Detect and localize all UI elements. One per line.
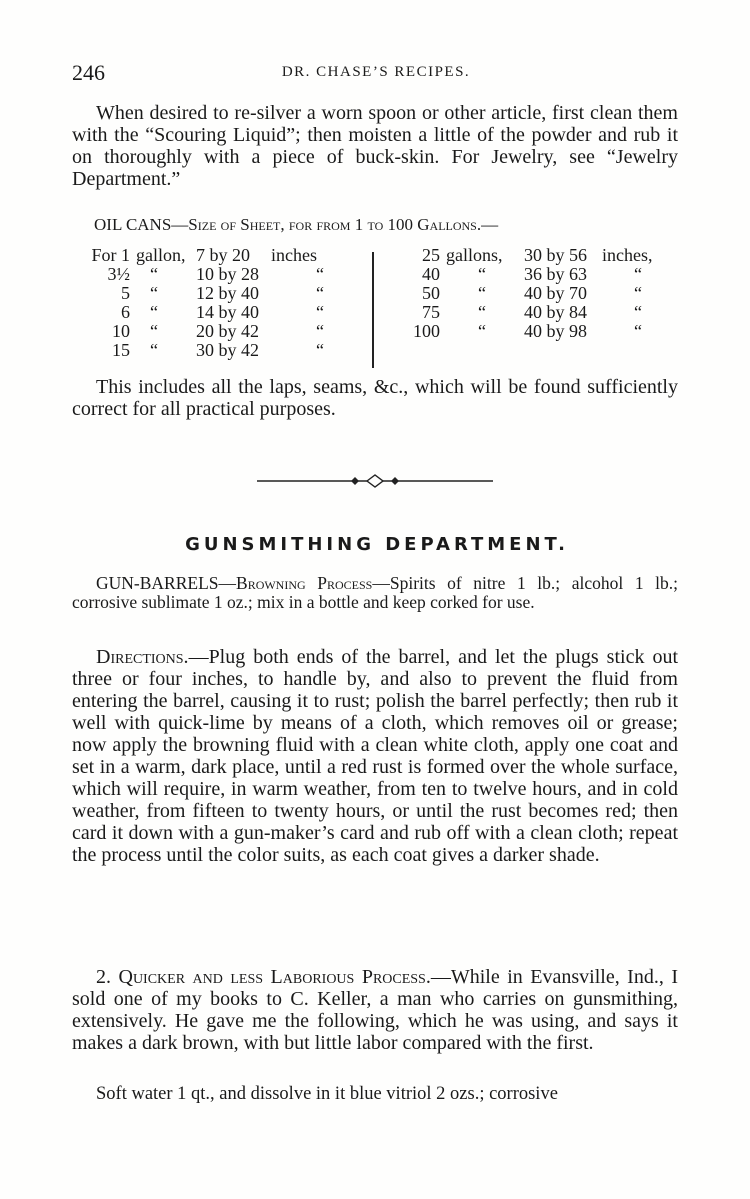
oil-cans-quantity: 10 <box>112 321 130 341</box>
oil-cans-quantity: 100 <box>413 321 440 341</box>
oil-cans-heading-rest: Size of Sheet, for from 1 to 100 Gallons.— <box>188 215 499 234</box>
oil-cans-quantity: 40 <box>422 264 440 284</box>
directions-paragraph <box>72 646 678 866</box>
gun-barrels-paragraph <box>72 574 678 612</box>
directions-text: —Plug both ends of the barrel, and let the plugs stick out three or four inches, to handle by, and also to prevent the fluid from entering the barrel, causing it to rust; polish the barrel perfectly; then rub it well with quick-lime by means of a cloth, which removes oil or grease; now apply the browning fluid with a clean white cloth, apply one coat and set in a warm, dark place, until a red rust is formed over the whole surface, which will require, in warm weather, from ten to twelve hours, and in cold weather, from fifteen to twenty hours, or until the rust becomes red; then card it down with a gun-maker’s card and rub off with a clean cloth; repeat the process until the color suits, as each coat gives a darker shade. <box>72 646 678 866</box>
oil-cans-suffix: “ <box>634 302 642 322</box>
directions-lead: Directions. <box>96 646 189 668</box>
oil-cans-suffix: “ <box>634 283 642 303</box>
oil-cans-unit: “ <box>150 321 158 341</box>
oil-cans-unit: gallon, <box>136 245 186 265</box>
oil-cans-size: 14 by 40 <box>196 302 259 322</box>
gun-barrels-text: —Spirits of nitre 1 lb.; alcohol 1 lb.; corrosive sublimate 1 oz.; mix in a bottle and keep corked for use. <box>72 573 679 612</box>
soft-water-paragraph: Soft water 1 qt., and dissolve in it blue vitriol 2 ozs.; corrosive <box>96 1084 558 1104</box>
oil-cans-unit: “ <box>150 302 158 322</box>
oil-cans-size: 12 by 40 <box>196 283 259 303</box>
section-heading: GUNSMITHING DEPARTMENT. <box>185 534 569 555</box>
oil-cans-size: 30 by 42 <box>196 340 259 360</box>
oil-cans-suffix: “ <box>316 283 324 303</box>
oil-cans-row <box>72 284 367 303</box>
oil-cans-size: 10 by 28 <box>196 264 259 284</box>
oil-cans-row <box>72 341 367 360</box>
ornament-diamond-center <box>367 475 383 487</box>
oil-cans-row <box>72 303 367 322</box>
oil-cans-quantity: 15 <box>112 340 130 360</box>
quicker-number: 2. <box>96 966 119 988</box>
oil-cans-quantity: 3½ <box>107 264 130 284</box>
oil-cans-size: 30 by 56 <box>524 245 587 265</box>
ornamental-rule <box>255 474 495 488</box>
oil-cans-quantity: For 1 <box>91 245 130 265</box>
quicker-text: —While in Evansville, Ind., I sold one of my books to C. Keller, a man who carries on gunsmithing, extensively. He gave me the following, which he was using, and says it makes a dark brown, with but little labor compared with the first. <box>72 966 678 1054</box>
oil-cans-quantity: 75 <box>422 302 440 322</box>
running-title: DR. CHASE’S RECIPES. <box>281 64 471 80</box>
laps-paragraph: This includes all the laps, seams, &c., which will be found sufficiently correct for all practical purposes. <box>72 376 678 420</box>
oil-cans-suffix: inches, <box>602 245 653 265</box>
oil-cans-size: 40 by 70 <box>524 283 587 303</box>
oil-cans-unit: “ <box>150 264 158 284</box>
oil-cans-quantity: 6 <box>121 302 130 322</box>
oil-cans-row <box>402 303 682 322</box>
oil-cans-size: 7 by 20 <box>196 245 250 265</box>
oil-cans-row <box>402 322 682 341</box>
gun-barrels-subhead: Browning Process <box>236 573 373 593</box>
oil-cans-unit: “ <box>478 283 486 303</box>
oil-cans-divider <box>372 252 374 368</box>
oil-cans-size: 20 by 42 <box>196 321 259 341</box>
oil-cans-right-column <box>402 246 682 341</box>
oil-cans-row <box>72 265 367 284</box>
oil-cans-row <box>72 322 367 341</box>
resilver-paragraph: When desired to re-silver a worn spoon or other article, first clean them with the “Scouring Liquid”; then moisten a little of the powder and rub it on thoroughly with a piece of buck-skin. For Jewelry, see “Jewelry Department.” <box>72 102 678 190</box>
oil-cans-unit: gallons, <box>446 245 503 265</box>
oil-cans-row <box>402 284 682 303</box>
oil-cans-size: 40 by 84 <box>524 302 587 322</box>
oil-cans-unit: “ <box>478 321 486 341</box>
oil-cans-unit: “ <box>478 264 486 284</box>
oil-cans-row <box>402 246 682 265</box>
page-number: 246 <box>72 60 105 85</box>
oil-cans-left-column <box>72 246 367 360</box>
oil-cans-row <box>72 246 367 265</box>
oil-cans-suffix: “ <box>316 321 324 341</box>
oil-cans-unit: “ <box>150 283 158 303</box>
oil-cans-unit: “ <box>478 302 486 322</box>
oil-cans-table <box>72 246 682 370</box>
ornament-diamond-right <box>391 477 399 485</box>
oil-cans-suffix: “ <box>634 321 642 341</box>
oil-cans-suffix: inches <box>271 245 317 265</box>
gun-barrels-lead: GUN-BARRELS— <box>96 573 237 593</box>
oil-cans-size: 36 by 63 <box>524 264 587 284</box>
oil-cans-quantity: 50 <box>422 283 440 303</box>
oil-cans-suffix: “ <box>316 302 324 322</box>
oil-cans-heading-lead: OIL CANS— <box>94 215 189 234</box>
oil-cans-suffix: “ <box>316 340 324 360</box>
oil-cans-size: 40 by 98 <box>524 321 587 341</box>
oil-cans-unit: “ <box>150 340 158 360</box>
oil-cans-quantity: 5 <box>121 283 130 303</box>
quicker-lead: Quicker and less Laborious Process. <box>118 966 431 988</box>
oil-cans-suffix: “ <box>634 264 642 284</box>
oil-cans-row <box>402 265 682 284</box>
oil-cans-heading <box>94 215 498 235</box>
quicker-process-paragraph <box>72 966 678 1054</box>
oil-cans-quantity: 25 <box>422 245 440 265</box>
running-head <box>72 60 680 90</box>
oil-cans-suffix: “ <box>316 264 324 284</box>
ornament-diamond-left <box>351 477 359 485</box>
